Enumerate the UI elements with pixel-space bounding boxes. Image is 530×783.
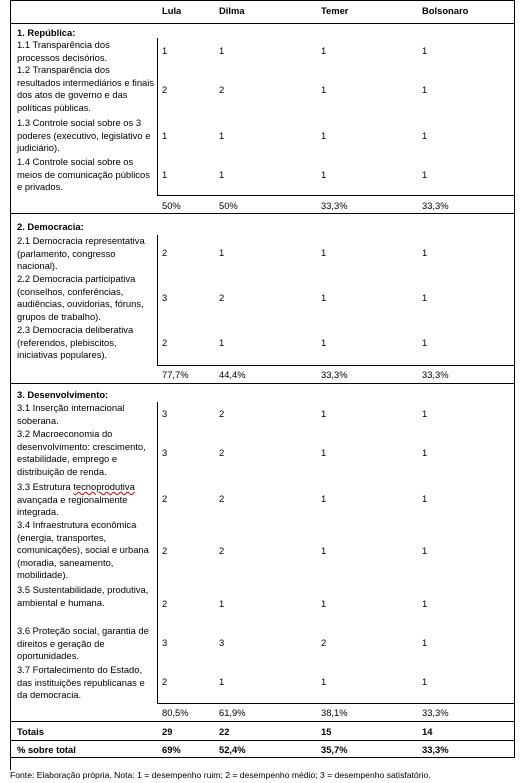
score-temer: 1 bbox=[321, 292, 327, 303]
score-lula: 2 bbox=[162, 493, 168, 504]
score-temer: 1 bbox=[321, 130, 327, 141]
score-temer: 1 bbox=[321, 447, 327, 458]
divider bbox=[157, 38, 158, 195]
section-title: 3. Desenvolvimento: bbox=[17, 389, 109, 400]
percent-dilma: 52,4% bbox=[219, 744, 246, 755]
score-temer: 1 bbox=[321, 598, 327, 609]
divider bbox=[157, 365, 515, 366]
section-title: 1. República: bbox=[17, 27, 76, 38]
header-temer: Temer bbox=[321, 5, 349, 16]
score-dilma: 2 bbox=[219, 292, 225, 303]
divider bbox=[10, 740, 515, 741]
divider bbox=[10, 383, 515, 384]
score-temer: 2 bbox=[321, 637, 327, 648]
header-bolsonaro: Bolsonaro bbox=[422, 5, 469, 16]
divider bbox=[10, 213, 515, 214]
total-temer: 15 bbox=[321, 726, 332, 737]
criterion-label-part: 3.3 Estrutura bbox=[17, 481, 74, 492]
score-dilma: 1 bbox=[219, 45, 225, 56]
score-bolsonaro: 1 bbox=[422, 247, 428, 258]
percent-lula: 69% bbox=[162, 744, 181, 755]
criterion-label: 1.1 Transparência dos processos decisórios. bbox=[17, 39, 110, 63]
criterion-label: 2.2 Democracia participativa (conselhos, conferências, audiências, ouvidorias, fóruns, grupos de trabalho). bbox=[17, 273, 144, 322]
score-temer: 1 bbox=[321, 169, 327, 180]
criterion-label bbox=[17, 481, 155, 519]
score-temer: 1 bbox=[321, 247, 327, 258]
score-bolsonaro: 1 bbox=[422, 84, 428, 95]
score-temer: 1 bbox=[321, 676, 327, 687]
percent-label: % sobre total bbox=[17, 744, 76, 755]
section-title: 2. Democracia: bbox=[17, 221, 84, 232]
score-bolsonaro: 1 bbox=[422, 676, 428, 687]
criterion-label-part: avançada e regionalmente integrada. bbox=[17, 493, 128, 518]
divider bbox=[157, 402, 158, 703]
score-lula: 3 bbox=[162, 408, 168, 419]
total-bolsonaro: 14 bbox=[422, 726, 433, 737]
score-lula: 2 bbox=[162, 337, 168, 348]
score-temer: 1 bbox=[321, 493, 327, 504]
header-dilma: Dilma bbox=[219, 5, 245, 16]
criterion-label: 1.4 Controle social sobre os meios de comunicação públicos e privados. bbox=[17, 156, 150, 193]
score-dilma: 3 bbox=[219, 637, 225, 648]
score-bolsonaro: 1 bbox=[422, 292, 428, 303]
criterion-label: 3.5 Sustentabilidade, produtiva, ambiental e humana. bbox=[17, 584, 149, 608]
score-dilma: 1 bbox=[219, 169, 225, 180]
divider bbox=[157, 235, 158, 365]
footnote: Fonte: Elaboração própria. Nota: 1 = desempenho ruim; 2 = desempenho médio; 3 = desempenho satisfatório. bbox=[10, 770, 431, 780]
criterion-label: 3.7 Fortalecimento do Estado, das instituições republicanas e da democracia. bbox=[17, 664, 145, 701]
score-temer: 1 bbox=[321, 45, 327, 56]
divider bbox=[157, 195, 515, 196]
header-lula: Lula bbox=[162, 5, 182, 16]
percent-temer: 35,7% bbox=[321, 744, 348, 755]
score-bolsonaro: 1 bbox=[422, 45, 428, 56]
score-bolsonaro: 1 bbox=[422, 337, 428, 348]
criterion-label: 3.1 Inserção internacional soberana. bbox=[17, 402, 125, 426]
score-lula: 1 bbox=[162, 45, 168, 56]
score-dilma: 2 bbox=[219, 545, 225, 556]
score-dilma: 1 bbox=[219, 598, 225, 609]
subtotal-temer: 33,3% bbox=[321, 369, 348, 380]
subtotal-lula: 77,7% bbox=[162, 369, 189, 380]
score-lula: 2 bbox=[162, 247, 168, 258]
score-bolsonaro: 1 bbox=[422, 545, 428, 556]
subtotal-bolsonaro: 33,3% bbox=[422, 200, 449, 211]
criterion-label: 2.3 Democracia deliberativa (referendos, plebiscitos, iniciativas populares). bbox=[17, 324, 134, 361]
subtotal-temer: 33,3% bbox=[321, 200, 348, 211]
score-bolsonaro: 1 bbox=[422, 493, 428, 504]
score-dilma: 1 bbox=[219, 130, 225, 141]
score-bolsonaro: 1 bbox=[422, 447, 428, 458]
score-lula: 2 bbox=[162, 598, 168, 609]
score-temer: 1 bbox=[321, 337, 327, 348]
score-lula: 3 bbox=[162, 447, 168, 458]
score-bolsonaro: 1 bbox=[422, 637, 428, 648]
total-dilma: 22 bbox=[219, 726, 230, 737]
score-lula: 1 bbox=[162, 169, 168, 180]
divider bbox=[10, 23, 515, 24]
score-lula: 2 bbox=[162, 84, 168, 95]
score-dilma: 2 bbox=[219, 493, 225, 504]
score-dilma: 1 bbox=[219, 337, 225, 348]
subtotal-dilma: 50% bbox=[219, 200, 238, 211]
subtotal-lula: 80,5% bbox=[162, 707, 189, 718]
score-lula: 1 bbox=[162, 130, 168, 141]
criterion-label: 3.4 Infraestrutura econômica (energia, transportes, comunicações), social e urbana (moradia, saneamento, mobilidade). bbox=[17, 519, 149, 581]
criterion-label: 1.2 Transparência dos resultados intermediários e finais dos atos de governo e das políticas públicas. bbox=[17, 64, 155, 113]
score-bolsonaro: 1 bbox=[422, 169, 428, 180]
divider bbox=[10, 721, 515, 722]
score-lula: 3 bbox=[162, 292, 168, 303]
divider bbox=[10, 758, 11, 770]
score-dilma: 2 bbox=[219, 408, 225, 419]
score-lula: 2 bbox=[162, 676, 168, 687]
criterion-label: 1.3 Controle social sobre os 3 poderes (executivo, legislativo e judiciário). bbox=[17, 117, 151, 154]
criterion-label: 3.2 Macroeconomia do desenvolvimento: crescimento, estabilidade, emprego e distribuição de renda. bbox=[17, 428, 146, 477]
score-dilma: 2 bbox=[219, 447, 225, 458]
subtotal-lula: 50% bbox=[162, 200, 181, 211]
score-lula: 3 bbox=[162, 637, 168, 648]
score-temer: 1 bbox=[321, 84, 327, 95]
subtotal-bolsonaro: 33,3% bbox=[422, 707, 449, 718]
totals-label: Totais bbox=[17, 726, 44, 737]
criterion-label: 2.1 Democracia representativa (parlamento, congresso nacional). bbox=[17, 235, 145, 272]
score-lula: 2 bbox=[162, 545, 168, 556]
divider bbox=[157, 703, 515, 704]
criterion-label: 3.6 Proteção social, garantia de direitos e geração de oportunidades. bbox=[17, 625, 149, 662]
total-lula: 29 bbox=[162, 726, 173, 737]
subtotal-bolsonaro: 33,3% bbox=[422, 369, 449, 380]
spellcheck-word: tecnoprodutiva bbox=[73, 481, 135, 492]
score-dilma: 1 bbox=[219, 676, 225, 687]
score-bolsonaro: 1 bbox=[422, 598, 428, 609]
score-bolsonaro: 1 bbox=[422, 408, 428, 419]
percent-bolsonaro: 33,3% bbox=[422, 744, 449, 755]
score-dilma: 2 bbox=[219, 84, 225, 95]
score-bolsonaro: 1 bbox=[422, 130, 428, 141]
score-dilma: 1 bbox=[219, 247, 225, 258]
score-temer: 1 bbox=[321, 545, 327, 556]
score-temer: 1 bbox=[321, 408, 327, 419]
subtotal-dilma: 44,4% bbox=[219, 369, 246, 380]
subtotal-dilma: 61,9% bbox=[219, 707, 246, 718]
subtotal-temer: 38,1% bbox=[321, 707, 348, 718]
